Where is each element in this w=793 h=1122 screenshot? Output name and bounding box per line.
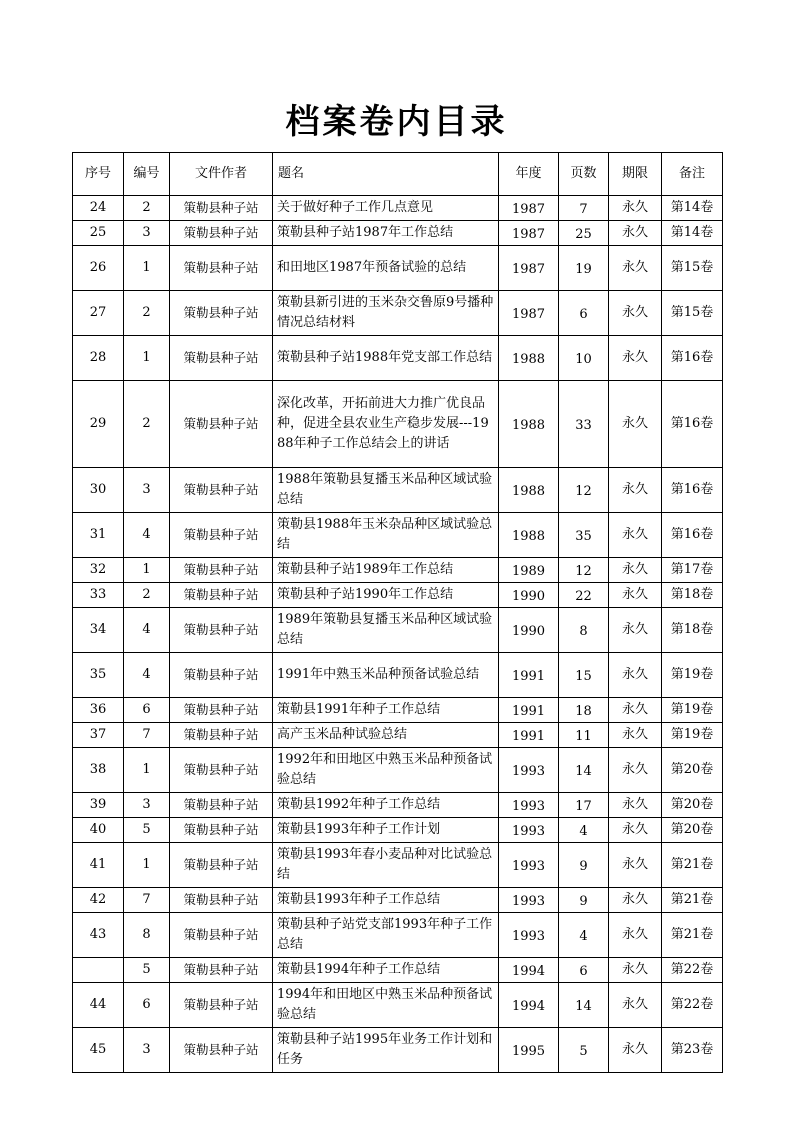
cell-seq: 25 — [73, 221, 124, 246]
cell-title: 1991年中熟玉米品种预备试验总结 — [273, 653, 499, 698]
cell-author: 策勒县种子站 — [170, 843, 273, 888]
cell-pages: 11 — [559, 723, 609, 748]
cell-term: 永久 — [609, 221, 662, 246]
cell-num: 5 — [124, 958, 170, 983]
cell-year: 1995 — [499, 1028, 559, 1073]
cell-pages: 14 — [559, 983, 609, 1028]
cell-year: 1991 — [499, 698, 559, 723]
cell-seq: 24 — [73, 196, 124, 221]
cell-pages: 22 — [559, 583, 609, 608]
cell-title: 策勒县1993年种子工作计划 — [273, 818, 499, 843]
table-row — [73, 608, 723, 653]
cell-remark: 第20卷 — [662, 748, 723, 793]
cell-term: 永久 — [609, 843, 662, 888]
cell-num: 2 — [124, 583, 170, 608]
cell-term: 永久 — [609, 583, 662, 608]
cell-year: 1990 — [499, 608, 559, 653]
cell-title: 策勒县种子站1990年工作总结 — [273, 583, 499, 608]
cell-remark: 第22卷 — [662, 958, 723, 983]
cell-year: 1987 — [499, 246, 559, 291]
cell-term: 永久 — [609, 913, 662, 958]
header-author: 文件作者 — [170, 153, 273, 196]
cell-term: 永久 — [609, 291, 662, 336]
cell-term: 永久 — [609, 748, 662, 793]
cell-term: 永久 — [609, 888, 662, 913]
cell-author: 策勒县种子站 — [170, 336, 273, 381]
cell-seq: 37 — [73, 723, 124, 748]
cell-remark: 第19卷 — [662, 723, 723, 748]
cell-remark: 第20卷 — [662, 793, 723, 818]
cell-author: 策勒县种子站 — [170, 698, 273, 723]
cell-seq: 40 — [73, 818, 124, 843]
cell-num: 6 — [124, 983, 170, 1028]
cell-author: 策勒县种子站 — [170, 246, 273, 291]
cell-num: 3 — [124, 1028, 170, 1073]
cell-seq: 45 — [73, 1028, 124, 1073]
cell-num: 2 — [124, 196, 170, 221]
cell-title: 关于做好种子工作几点意见 — [273, 196, 499, 221]
cell-remark: 第16卷 — [662, 336, 723, 381]
cell-term: 永久 — [609, 336, 662, 381]
cell-num: 1 — [124, 558, 170, 583]
cell-year: 1994 — [499, 983, 559, 1028]
cell-num: 2 — [124, 291, 170, 336]
cell-num: 3 — [124, 468, 170, 513]
cell-seq: 41 — [73, 843, 124, 888]
table-row — [73, 291, 723, 336]
table-row — [73, 748, 723, 793]
cell-term: 永久 — [609, 983, 662, 1028]
header-seq: 序号 — [73, 153, 124, 196]
cell-author: 策勒县种子站 — [170, 558, 273, 583]
cell-year: 1988 — [499, 513, 559, 558]
cell-term: 永久 — [609, 793, 662, 818]
cell-remark: 第16卷 — [662, 513, 723, 558]
cell-author: 策勒县种子站 — [170, 913, 273, 958]
cell-pages: 9 — [559, 843, 609, 888]
cell-seq: 44 — [73, 983, 124, 1028]
cell-term: 永久 — [609, 723, 662, 748]
table-row — [73, 246, 723, 291]
cell-year: 1989 — [499, 558, 559, 583]
cell-term: 永久 — [609, 246, 662, 291]
cell-title: 策勒县1991年种子工作总结 — [273, 698, 499, 723]
cell-seq: 35 — [73, 653, 124, 698]
header-remark: 备注 — [662, 153, 723, 196]
cell-author: 策勒县种子站 — [170, 291, 273, 336]
cell-remark: 第17卷 — [662, 558, 723, 583]
cell-pages: 33 — [559, 381, 609, 468]
cell-year: 1993 — [499, 843, 559, 888]
cell-year: 1987 — [499, 291, 559, 336]
cell-seq: 34 — [73, 608, 124, 653]
cell-title: 策勒县新引进的玉米杂交鲁原9号播种情况总结材料 — [273, 291, 499, 336]
cell-term: 永久 — [609, 196, 662, 221]
cell-author: 策勒县种子站 — [170, 793, 273, 818]
cell-pages: 4 — [559, 818, 609, 843]
cell-title: 策勒县种子站1988年党支部工作总结 — [273, 336, 499, 381]
cell-author: 策勒县种子站 — [170, 468, 273, 513]
catalog-table — [72, 152, 723, 1073]
header-year: 年度 — [499, 153, 559, 196]
cell-pages: 10 — [559, 336, 609, 381]
cell-author: 策勒县种子站 — [170, 513, 273, 558]
table-row — [73, 558, 723, 583]
cell-remark: 第16卷 — [662, 468, 723, 513]
cell-term: 永久 — [609, 698, 662, 723]
cell-title: 深化改革，开拓前进大力推广优良品种，促进全县农业生产稳步发展---1988年种子工作总结会上的讲话 — [273, 381, 499, 468]
cell-term: 永久 — [609, 558, 662, 583]
cell-num: 1 — [124, 748, 170, 793]
cell-term: 永久 — [609, 513, 662, 558]
cell-title: 策勒县1993年种子工作总结 — [273, 888, 499, 913]
cell-num: 1 — [124, 843, 170, 888]
cell-seq: 32 — [73, 558, 124, 583]
table-row — [73, 381, 723, 468]
cell-pages: 9 — [559, 888, 609, 913]
cell-title: 和田地区1987年预备试验的总结 — [273, 246, 499, 291]
cell-seq: 30 — [73, 468, 124, 513]
table-row — [73, 583, 723, 608]
cell-num: 7 — [124, 888, 170, 913]
cell-remark: 第15卷 — [662, 246, 723, 291]
cell-title: 策勒县1988年玉米杂品种区域试验总结 — [273, 513, 499, 558]
cell-term: 永久 — [609, 818, 662, 843]
cell-author: 策勒县种子站 — [170, 1028, 273, 1073]
table-row — [73, 913, 723, 958]
cell-year: 1988 — [499, 468, 559, 513]
cell-num: 3 — [124, 221, 170, 246]
table-row — [73, 336, 723, 381]
cell-num: 3 — [124, 793, 170, 818]
cell-remark: 第18卷 — [662, 608, 723, 653]
table-row — [73, 221, 723, 246]
cell-year: 1993 — [499, 888, 559, 913]
cell-title: 策勒县种子站党支部1993年种子工作总结 — [273, 913, 499, 958]
cell-seq: 36 — [73, 698, 124, 723]
table-row — [73, 723, 723, 748]
cell-seq: 33 — [73, 583, 124, 608]
cell-year: 1993 — [499, 913, 559, 958]
cell-pages: 17 — [559, 793, 609, 818]
cell-seq: 26 — [73, 246, 124, 291]
cell-pages: 4 — [559, 913, 609, 958]
cell-title: 1994年和田地区中熟玉米品种预备试验总结 — [273, 983, 499, 1028]
header-num: 编号 — [124, 153, 170, 196]
header-term: 期限 — [609, 153, 662, 196]
table-row — [73, 793, 723, 818]
cell-remark: 第21卷 — [662, 843, 723, 888]
cell-remark: 第14卷 — [662, 196, 723, 221]
cell-pages: 8 — [559, 608, 609, 653]
cell-remark: 第15卷 — [662, 291, 723, 336]
cell-author: 策勒县种子站 — [170, 221, 273, 246]
header-row — [73, 153, 723, 196]
cell-author: 策勒县种子站 — [170, 723, 273, 748]
cell-pages: 35 — [559, 513, 609, 558]
table-row — [73, 958, 723, 983]
cell-term: 永久 — [609, 381, 662, 468]
table-row — [73, 698, 723, 723]
cell-remark: 第14卷 — [662, 221, 723, 246]
cell-pages: 14 — [559, 748, 609, 793]
cell-title: 1989年策勒县复播玉米品种区域试验总结 — [273, 608, 499, 653]
cell-year: 1987 — [499, 221, 559, 246]
cell-term: 永久 — [609, 1028, 662, 1073]
cell-num: 4 — [124, 608, 170, 653]
cell-remark: 第19卷 — [662, 653, 723, 698]
table-row — [73, 843, 723, 888]
cell-author: 策勒县种子站 — [170, 748, 273, 793]
cell-title: 策勒县种子站1995年业务工作计划和任务 — [273, 1028, 499, 1073]
cell-year: 1991 — [499, 723, 559, 748]
cell-remark: 第20卷 — [662, 818, 723, 843]
cell-seq: 28 — [73, 336, 124, 381]
cell-pages: 12 — [559, 468, 609, 513]
cell-seq: 31 — [73, 513, 124, 558]
table-row — [73, 468, 723, 513]
cell-title: 策勒县1993年春小麦品种对比试验总结 — [273, 843, 499, 888]
cell-remark: 第19卷 — [662, 698, 723, 723]
cell-remark: 第16卷 — [662, 381, 723, 468]
cell-num: 4 — [124, 653, 170, 698]
cell-num: 2 — [124, 381, 170, 468]
table-row — [73, 653, 723, 698]
table-body — [73, 196, 723, 1073]
cell-pages: 15 — [559, 653, 609, 698]
cell-year: 1991 — [499, 653, 559, 698]
table-row — [73, 818, 723, 843]
cell-remark: 第22卷 — [662, 983, 723, 1028]
table-row — [73, 983, 723, 1028]
cell-year: 1990 — [499, 583, 559, 608]
cell-year: 1993 — [499, 748, 559, 793]
cell-author: 策勒县种子站 — [170, 653, 273, 698]
table-row — [73, 1028, 723, 1073]
table-row — [73, 513, 723, 558]
table-row — [73, 196, 723, 221]
cell-remark: 第21卷 — [662, 913, 723, 958]
cell-num: 1 — [124, 246, 170, 291]
cell-num: 4 — [124, 513, 170, 558]
cell-title: 策勒县种子站1987年工作总结 — [273, 221, 499, 246]
cell-num: 5 — [124, 818, 170, 843]
cell-author: 策勒县种子站 — [170, 888, 273, 913]
cell-title: 策勒县1994年种子工作总结 — [273, 958, 499, 983]
cell-pages: 25 — [559, 221, 609, 246]
cell-seq: 39 — [73, 793, 124, 818]
cell-pages: 7 — [559, 196, 609, 221]
cell-remark: 第23卷 — [662, 1028, 723, 1073]
cell-seq: 43 — [73, 913, 124, 958]
cell-pages: 6 — [559, 291, 609, 336]
cell-author: 策勒县种子站 — [170, 196, 273, 221]
cell-author: 策勒县种子站 — [170, 818, 273, 843]
cell-remark: 第21卷 — [662, 888, 723, 913]
cell-author: 策勒县种子站 — [170, 983, 273, 1028]
cell-pages: 18 — [559, 698, 609, 723]
cell-author: 策勒县种子站 — [170, 608, 273, 653]
cell-year: 1987 — [499, 196, 559, 221]
cell-title: 策勒县种子站1989年工作总结 — [273, 558, 499, 583]
cell-seq: 42 — [73, 888, 124, 913]
cell-pages: 6 — [559, 958, 609, 983]
cell-year: 1993 — [499, 793, 559, 818]
cell-year: 1994 — [499, 958, 559, 983]
cell-term: 永久 — [609, 468, 662, 513]
cell-term: 永久 — [609, 653, 662, 698]
cell-term: 永久 — [609, 958, 662, 983]
cell-title: 策勒县1992年种子工作总结 — [273, 793, 499, 818]
cell-seq: 27 — [73, 291, 124, 336]
cell-num: 7 — [124, 723, 170, 748]
cell-year: 1993 — [499, 818, 559, 843]
header-title: 题名 — [273, 153, 499, 196]
cell-author: 策勒县种子站 — [170, 958, 273, 983]
cell-pages: 12 — [559, 558, 609, 583]
cell-seq: 29 — [73, 381, 124, 468]
document-title: 档案卷内目录 — [285, 102, 508, 142]
cell-term: 永久 — [609, 608, 662, 653]
header-pages: 页数 — [559, 153, 609, 196]
cell-num: 1 — [124, 336, 170, 381]
cell-title: 1992年和田地区中熟玉米品种预备试验总结 — [273, 748, 499, 793]
cell-title: 高产玉米品种试验总结 — [273, 723, 499, 748]
cell-year: 1988 — [499, 381, 559, 468]
cell-num: 8 — [124, 913, 170, 958]
cell-author: 策勒县种子站 — [170, 381, 273, 468]
cell-pages: 19 — [559, 246, 609, 291]
cell-num: 6 — [124, 698, 170, 723]
cell-seq — [73, 958, 124, 983]
cell-year: 1988 — [499, 336, 559, 381]
cell-remark: 第18卷 — [662, 583, 723, 608]
cell-title: 1988年策勒县复播玉米品种区域试验总结 — [273, 468, 499, 513]
cell-pages: 5 — [559, 1028, 609, 1073]
cell-seq: 38 — [73, 748, 124, 793]
cell-author: 策勒县种子站 — [170, 583, 273, 608]
table-row — [73, 888, 723, 913]
